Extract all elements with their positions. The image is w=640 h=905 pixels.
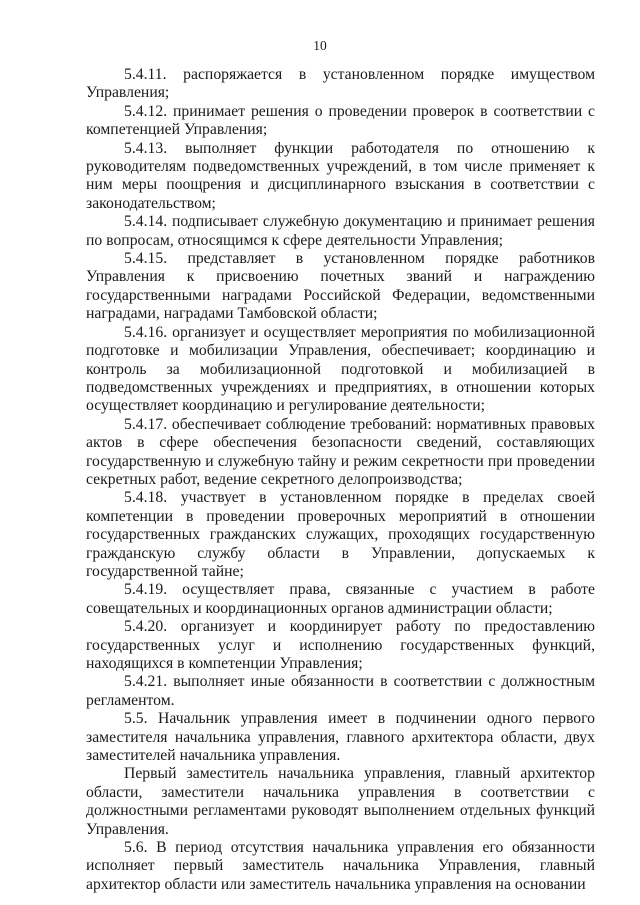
paragraph-5-5: 5.5. Начальник управления имеет в подчинении одного первого заместителя начальника управления, главного архитектора области, двух заместителей начальника управления.: [86, 710, 595, 765]
paragraph-5-4-18: 5.4.18. участвует в установленном порядке в пределах своей компетенции в проведении проверочных мероприятий в отношении государственных гражданских служащих, проходящих государственную гражданскую службу области в Управлении, допускаемых к государственной тайне;: [86, 489, 595, 580]
document-body: [86, 66, 595, 894]
page-number: 10: [313, 38, 327, 53]
paragraph-5-6: 5.6. В период отсутствия начальника управления его обязанности исполняет первый заместитель начальника Управления, главный архитектор области или заместитель начальника управления на основании: [86, 839, 595, 893]
paragraph-5-4-21: 5.4.21. выполняет иные обязанности в соответствии с должностным регламентом.: [86, 673, 595, 709]
paragraph-first-deputy: Первый заместитель начальника управления, главный архитектор области, заместители начальника управления в соответствии с должностными регламентами руководят выполнением отдельных функций Управления.: [86, 765, 595, 838]
paragraph-5-4-11: 5.4.11. распоряжается в установленном порядке имуществом Управления;: [86, 66, 595, 102]
paragraph-5-4-17: 5.4.17. обеспечивает соблюдение требований: нормативных правовых актов в сфере обеспечения безопасности сведений, составляющих государственную и служебную тайну и режим секретности при проведении секретных работ, ведение секретного делопроизводства;: [86, 415, 595, 488]
paragraph-5-4-13: 5.4.13. выполняет функции работодателя по отношению к руководителям подведомственных учреждений, в том числе применяет к ним меры поощрения и дисциплинарного взыскания в соответствии с законодательством;: [86, 139, 595, 212]
paragraph-5-4-16: 5.4.16. организует и осуществляет мероприятия по мобилизационной подготовке и мобилизации Управления, обеспечивает; координацию и контроль за мобилизационной подготовкой и мобилизацией в подведомственных учреждениях и предприятиях, в отношении которых осуществляет координацию и регулирование деятельности;: [86, 323, 595, 415]
paragraph-5-4-19: 5.4.19. осуществляет права, связанные с участием в работе совещательных и координационных органов администрации области;: [86, 581, 595, 617]
paragraph-5-4-20: 5.4.20. организует и координирует работу по предоставлению государственных услуг и исполнению государственных функций, находящихся в компетенции Управления;: [86, 618, 595, 672]
paragraph-5-4-14: 5.4.14. подписывает служебную документацию и принимает решения по вопросам, относящимся к сфере деятельности Управления;: [86, 213, 595, 249]
paragraph-5-4-12: 5.4.12. принимает решения о проведении проверок в соответствии с компетенцией Управления;: [86, 102, 595, 139]
paragraph-5-4-15: 5.4.15. представляет в установленном порядке работников Управления к присвоению почетных званий и награждению государственными наградами Российской Федерации, ведомственными наградами, наградами Тамбовской области;: [86, 250, 595, 323]
